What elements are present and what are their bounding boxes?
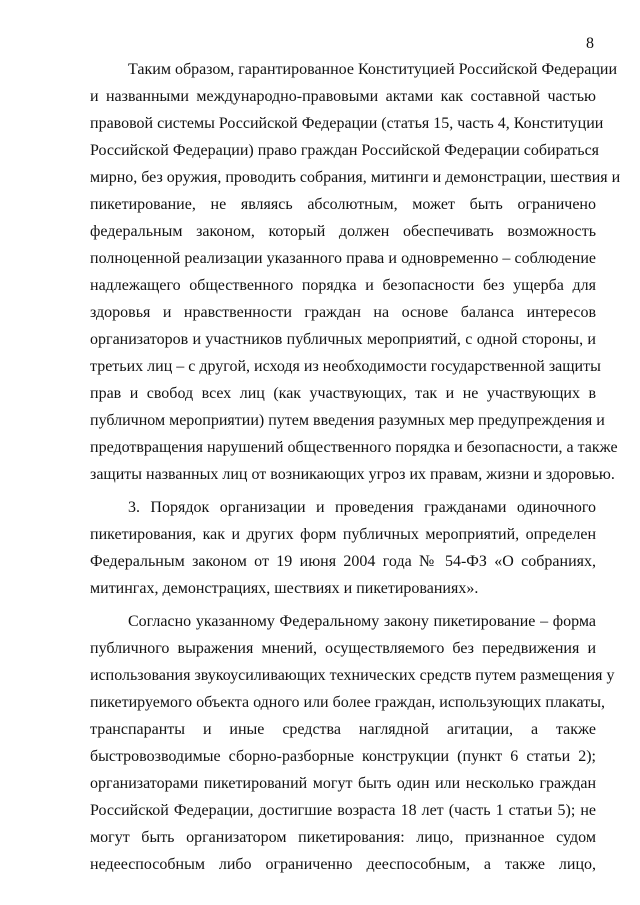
paragraph-3 [90,608,615,878]
text-line: мирно, без оружия, проводить собрания, митинги и демонстрации, шествия и [90,169,621,186]
text-line: транспаранты и иные средства наглядной агитации, а также [90,721,596,738]
document-body [90,56,621,878]
text-line: могут быть организатором пикетирования: лицо, признанное судом [90,829,596,846]
text-line: пикетирования, как и других форм публичных мероприятий, определен [90,526,596,543]
text-line: надлежащего общественного порядка и безопасности без ущерба для [90,277,596,294]
text-line: публичном мероприятии) путем введения разумных мер предупреждения и [90,412,605,429]
text-line: правовой системы Российской Федерации (статья 15, часть 4, Конституции [90,115,604,132]
text-line: использования звукоусиливающих технических средств путем размещения у [90,667,615,684]
text-line: Российской Федерации, достигшие возраста 18 лет (часть 1 статьи 5); не [90,802,596,819]
paragraph-2 [90,494,596,602]
text-line: прав и свобод всех лиц (как участвующих, так и не участвующих в [90,385,596,402]
text-line: организаторами пикетирований могут быть один или несколько граждан [90,775,596,792]
text-line: защиты названных лиц от возникающих угроз их правам, жизни и здоровью. [90,466,615,483]
text-line: 3. Порядок организации и проведения гражданами одиночного [128,499,596,516]
text-line: митингах, демонстрациях, шествиях и пикетированиях». [90,580,479,597]
text-line: и названными международно-правовыми актами как составной частью [90,88,596,105]
text-line: третьих лиц – с другой, исходя из необходимости государственной защиты [90,358,601,375]
page-number: 8 [586,35,594,52]
text-line: организаторов и участников публичных мероприятий, с одной стороны, и [90,331,596,348]
text-line: здоровья и нравственности граждан на основе баланса интересов [90,304,596,321]
text-line: Таким образом, гарантированное Конституцией Российской Федерации [128,61,618,78]
text-line: полноценной реализации указанного права и одновременно – соблюдение [90,250,596,267]
paragraph-1 [90,56,621,488]
text-line: пикетирование, не являясь абсолютным, может быть ограничено [90,196,596,213]
text-line: предотвращения нарушений общественного порядка и безопасности, а также [90,439,618,456]
text-line: недееспособным либо ограниченно дееспособным, а также лицо, [90,856,596,873]
text-line: пикетируемого объекта одного или более граждан, использующих плакаты, [90,694,605,711]
text-line: быстровозводимые сборно-разборные конструкции (пункт 6 статьи 2); [90,748,596,765]
text-line: Согласно указанному Федеральному закону пикетирование – форма [128,613,596,630]
text-line: Российской Федерации) право граждан Российской Федерации собираться [90,142,600,159]
text-line: федеральным законом, который должен обеспечивать возможность [90,223,596,240]
text-line: публичного выражения мнений, осуществляемого без передвижения и [90,640,596,657]
text-line: Федеральным законом от 19 июня 2004 года № 54-ФЗ «О собраниях, [90,553,596,570]
